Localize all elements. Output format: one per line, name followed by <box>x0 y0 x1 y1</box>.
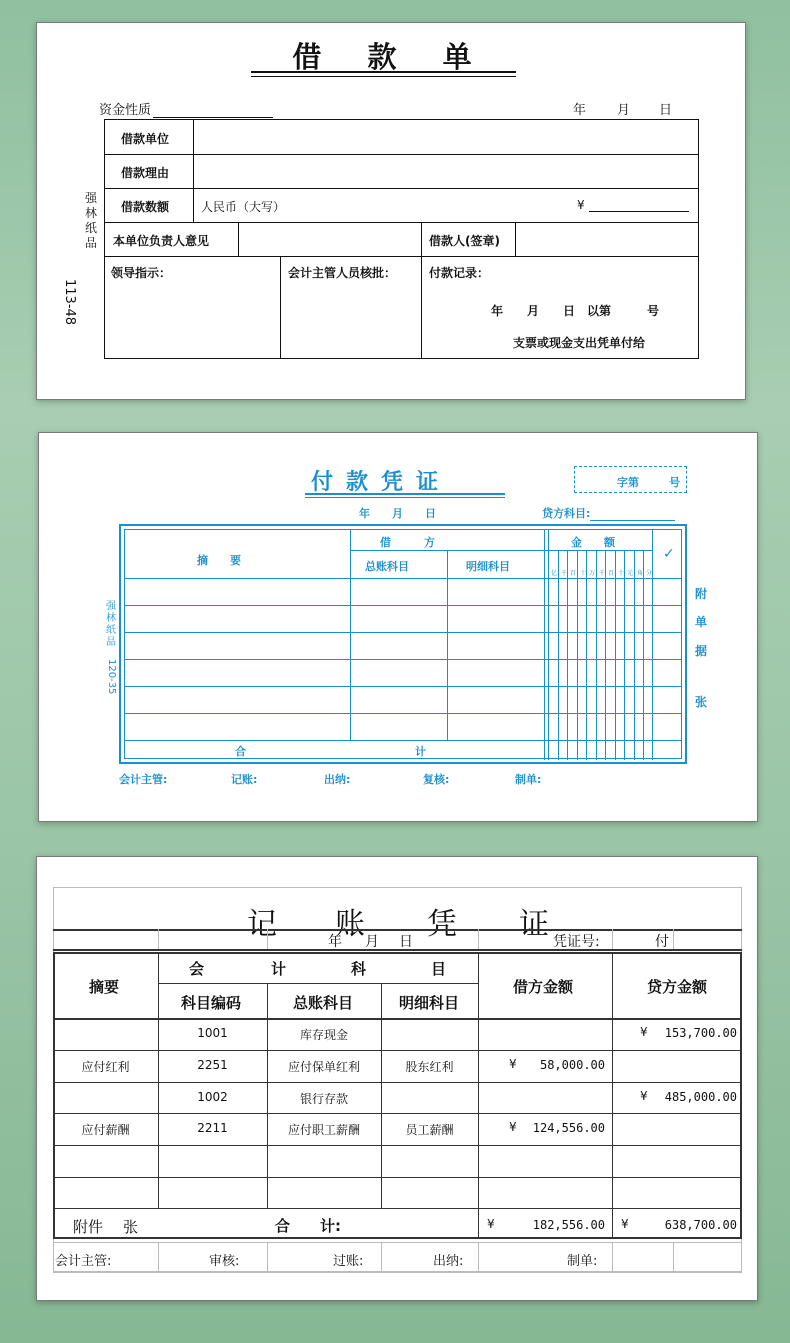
title-underline <box>251 71 516 73</box>
row-debit-amount: 124,556.00 <box>532 1121 605 1135</box>
attachment-label: 附件 <box>73 1218 104 1236</box>
digit-header: 元 <box>626 570 633 577</box>
side-form-number: 113-48 <box>62 279 77 326</box>
yen-sign: ¥ <box>577 198 585 212</box>
digit-header: 十 <box>617 570 624 577</box>
total-label: 合 计: <box>275 1217 341 1235</box>
total-credit-yen: ¥ <box>621 1217 629 1231</box>
detail-account-header: 明细科目 <box>399 994 460 1012</box>
fund-nature-label: 资金性质 <box>99 103 152 118</box>
footer-cashier: 出纳: <box>433 1254 464 1269</box>
footer-accountant: 会计主管: <box>119 773 168 786</box>
borrowing-unit-label: 借款单位 <box>121 132 170 146</box>
account-header-char-4: 目 <box>431 960 447 978</box>
loan-table <box>104 119 699 359</box>
payment-date-line: 年 月 日 以第 号 <box>491 304 660 318</box>
row-credit-amount: 485,000.00 <box>664 1090 737 1104</box>
row-credit-yen: ¥ <box>640 1025 648 1039</box>
loan-form-title: 借 款 单 <box>292 40 490 74</box>
payment-voucher-title: 付款凭证 <box>311 469 452 495</box>
voucher-table <box>53 952 742 1239</box>
date-year: 年 <box>328 934 342 950</box>
footer-preparer: 制单: <box>567 1254 598 1269</box>
account-code-header: 科目编码 <box>181 994 242 1012</box>
title-underline <box>251 76 516 77</box>
debit-header: 借 方 <box>380 536 435 549</box>
account-header-char-2: 计 <box>271 960 287 978</box>
row-general-ledger: 银行存款 <box>299 1092 348 1106</box>
accountant-approval-label: 会计主管人员核批： <box>288 266 397 280</box>
row-summary: 应付薪酬 <box>81 1123 130 1137</box>
row-general-ledger: 库存现金 <box>299 1028 348 1042</box>
debit-amount-header: 借方金额 <box>513 978 574 996</box>
general-ledger-header: 总账科目 <box>293 994 354 1012</box>
date-month: 月 <box>617 103 631 118</box>
amount-header: 金 额 <box>571 536 615 549</box>
row-account-code: 1002 <box>197 1090 228 1104</box>
hao-label: 号 <box>669 476 680 489</box>
accounting-voucher <box>36 856 758 1301</box>
date-year: 年 <box>573 103 587 118</box>
account-header-char-1: 会 <box>189 960 205 978</box>
rmb-label: 人民币（大写） <box>201 200 286 214</box>
voucher-title-char-1: 记 <box>247 907 277 942</box>
total-debit-yen: ¥ <box>487 1217 495 1231</box>
footer-review: 审核: <box>209 1254 240 1269</box>
attachment-zhang: 张 <box>123 1218 139 1236</box>
row-detail-account: 股东红利 <box>405 1060 454 1074</box>
side-brand-text: 强林纸品 <box>106 601 116 648</box>
side-form-number: 120-35 <box>106 659 117 695</box>
footer-bookkeeping: 记账: <box>231 773 258 786</box>
digit-header: 十 <box>579 570 586 577</box>
loan-form <box>36 22 746 400</box>
title-underline <box>305 493 505 495</box>
total-credit-amount: 638,700.00 <box>664 1218 737 1232</box>
digit-header: 千 <box>598 570 605 577</box>
digit-header: 万 <box>588 570 595 577</box>
check-mark-icon: ✓ <box>663 546 675 562</box>
loan-amount-label: 借款数额 <box>121 200 170 214</box>
digit-header: 角 <box>636 570 643 577</box>
digit-header: 亿 <box>550 570 557 577</box>
footer-review: 复核: <box>423 773 450 786</box>
footer-preparer: 制单: <box>515 773 542 786</box>
credit-account-label: 贷方科目: <box>542 507 591 520</box>
payment-voucher-table <box>119 524 687 764</box>
date-day: 日 <box>659 103 673 118</box>
total-ji: 计 <box>415 745 426 758</box>
attach-char-1: 附 <box>695 587 708 601</box>
payment-record-label: 付款记录： <box>429 266 490 280</box>
summary-header: 摘 要 <box>197 554 241 567</box>
voucher-line: 支票或现金支出凭单付给 <box>513 336 646 350</box>
leader-instruction-label: 领导指示： <box>111 266 172 280</box>
voucher-title-char-2: 账 <box>335 907 365 942</box>
summary-header: 摘要 <box>89 978 120 996</box>
yen-amount-field[interactable] <box>577 198 689 212</box>
total-debit-amount: 182,556.00 <box>532 1218 605 1232</box>
side-brand-text: 强林纸品 <box>84 191 97 250</box>
attach-char-4: 张 <box>695 695 708 709</box>
row-debit-yen: ¥ <box>509 1120 517 1134</box>
footer-cashier: 出纳: <box>324 773 351 786</box>
date-day: 日 <box>399 934 413 950</box>
credit-account-field[interactable] <box>542 505 675 521</box>
digit-header: 百 <box>607 570 614 577</box>
voucher-title-char-3: 凭 <box>427 907 457 942</box>
voucher-title-char-4: 证 <box>519 907 549 942</box>
digit-header: 百 <box>569 570 576 577</box>
voucher-number-box[interactable] <box>574 466 687 493</box>
payment-voucher <box>38 432 758 822</box>
detail-account-header: 明细科目 <box>466 560 510 573</box>
attach-char-3: 据 <box>695 644 708 658</box>
row-account-code: 2211 <box>197 1121 228 1135</box>
title-underline <box>305 497 505 498</box>
fund-nature-field[interactable] <box>99 99 273 118</box>
credit-amount-header: 贷方金额 <box>647 978 708 996</box>
row-credit-amount: 153,700.00 <box>664 1026 737 1040</box>
row-account-code: 1001 <box>197 1026 228 1040</box>
fu-label: 付 <box>655 934 669 950</box>
row-debit-yen: ¥ <box>509 1057 517 1071</box>
digit-header: 分 <box>645 570 652 577</box>
row-general-ledger: 应付保单红利 <box>287 1060 360 1074</box>
attach-char-2: 单 <box>695 615 708 629</box>
zi-label: 字第 <box>617 476 639 489</box>
general-ledger-header: 总账科目 <box>365 560 409 573</box>
borrower-signature-label: 借款人(签章) <box>429 234 500 248</box>
account-header-char-3: 科 <box>351 960 367 978</box>
supervisor-opinion-label: 本单位负责人意见 <box>113 234 210 248</box>
voucher-date: 年 月 日 <box>359 507 436 520</box>
date-month: 月 <box>365 934 379 950</box>
voucher-number-label: 凭证号: <box>553 934 600 950</box>
fund-nature-line <box>153 104 273 118</box>
row-summary: 应付红利 <box>81 1060 130 1074</box>
row-credit-yen: ¥ <box>640 1089 648 1103</box>
total-he: 合 <box>235 745 246 758</box>
footer-posting: 过账: <box>333 1254 364 1269</box>
row-account-code: 2251 <box>197 1058 228 1072</box>
footer-accountant: 会计主管: <box>55 1254 112 1269</box>
digit-header: 千 <box>560 570 567 577</box>
row-debit-amount: 58,000.00 <box>539 1058 605 1072</box>
loan-reason-label: 借款理由 <box>121 166 170 180</box>
row-general-ledger: 应付职工薪酬 <box>287 1123 360 1137</box>
row-detail-account: 员工薪酬 <box>405 1123 454 1137</box>
